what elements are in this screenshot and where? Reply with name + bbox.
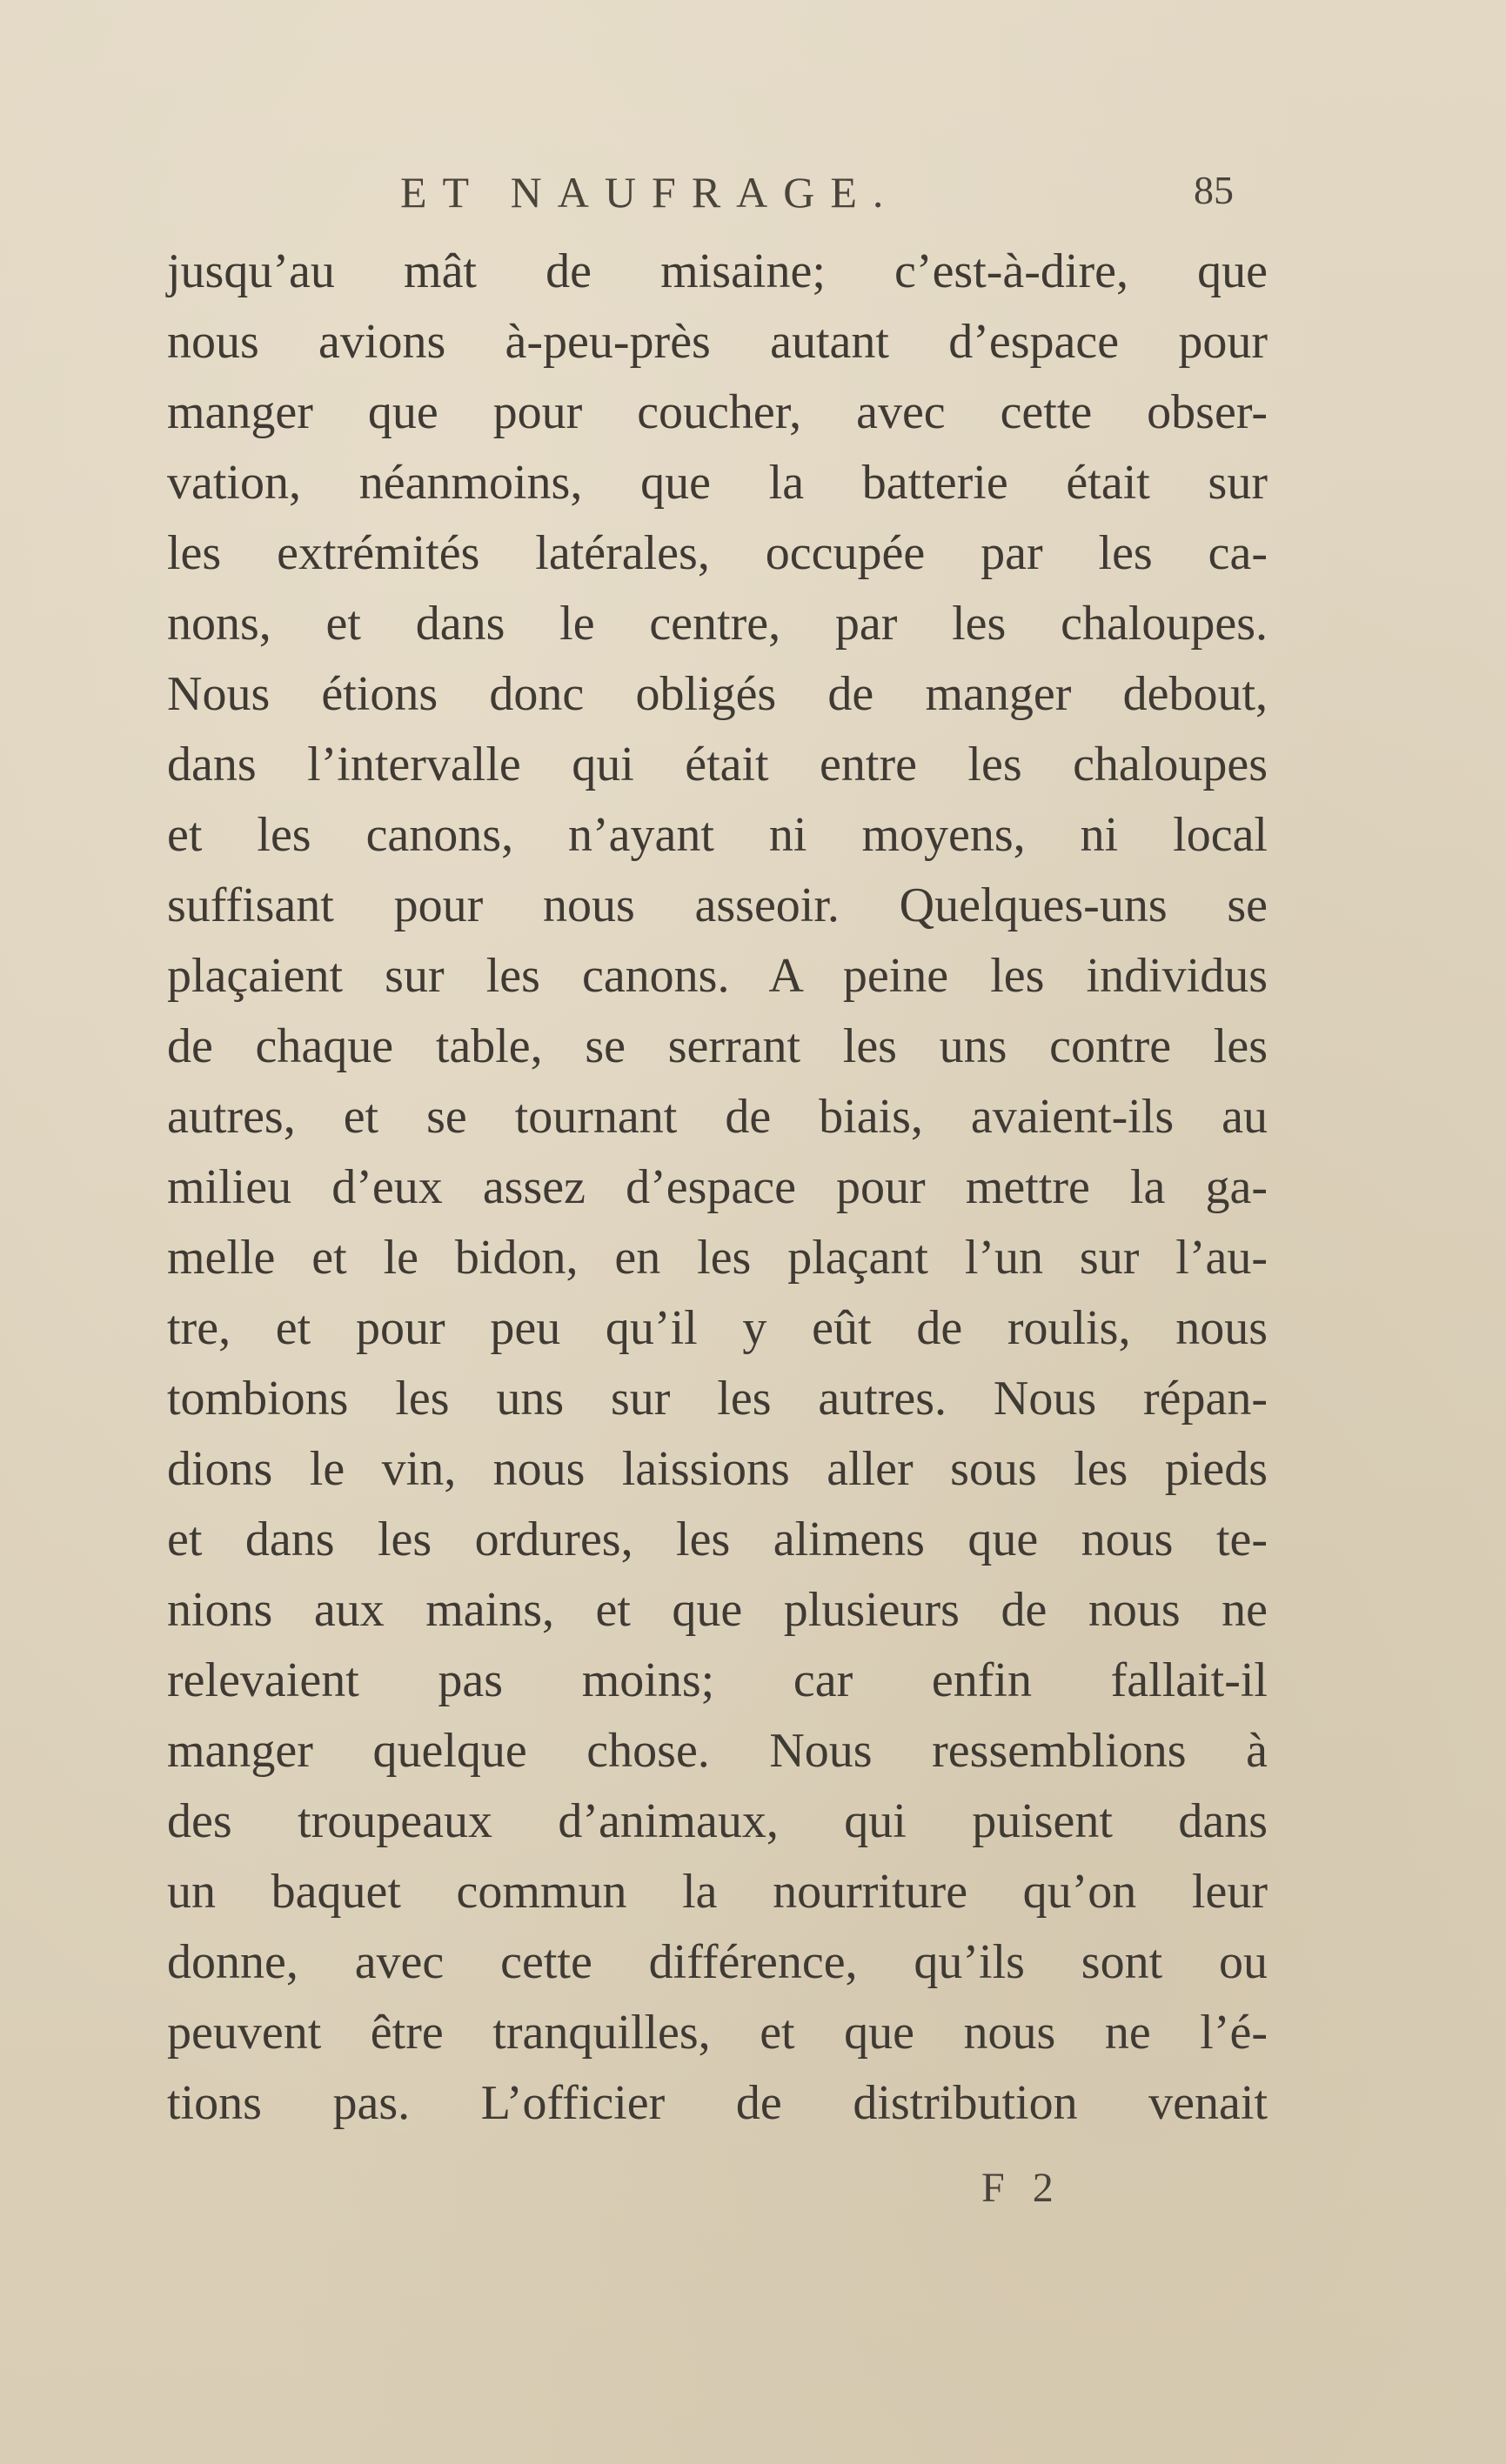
text-line: jusqu’au mât de misaine; c’est-à-dire, que: [167, 244, 1268, 298]
text-line: vation, néanmoins, que la batterie était sur: [167, 456, 1268, 510]
text-line: autres, et se tournant de biais, avaient-ils au: [167, 1090, 1268, 1144]
text-line: nons, et dans le centre, par les chaloupes.: [167, 597, 1268, 651]
text-line: suffisant pour nous asseoir. Quelques-uns se: [167, 878, 1268, 932]
text-line: nous avions à-peu-près autant d’espace pour: [167, 315, 1268, 369]
text-line: manger quelque chose. Nous ressemblions à: [167, 1724, 1268, 1778]
text-line: nions aux mains, et que plusieurs de nous ne: [167, 1583, 1268, 1637]
text-line: peuvent être tranquilles, et que nous ne l’é-: [167, 2006, 1268, 2060]
text-line: et dans les ordures, les alimens que nous te-: [167, 1512, 1268, 1566]
text-line: Nous étions donc obligés de manger debout,: [167, 667, 1268, 721]
signature-mark: F 2: [981, 2165, 1062, 2211]
text-line: un baquet commun la nourriture qu’on leur: [167, 1865, 1268, 1919]
text-line: donne, avec cette différence, qu’ils sont ou: [167, 1935, 1268, 1989]
text-line: les extrémités latérales, occupée par les ca-: [167, 526, 1268, 580]
text-line: tre, et pour peu qu’il y eût de roulis, nous: [167, 1301, 1268, 1355]
text-line: milieu d’eux assez d’espace pour mettre la ga-: [167, 1160, 1268, 1214]
text-line: tombions les uns sur les autres. Nous répan-: [167, 1372, 1268, 1426]
text-line: melle et le bidon, en les plaçant l’un sur l’au-: [167, 1231, 1268, 1285]
text-line: dions le vin, nous laissions aller sous les pieds: [167, 1442, 1268, 1496]
text-line: des troupeaux d’animaux, qui puisent dans: [167, 1794, 1268, 1848]
text-line: relevaient pas moins; car enfin fallait-il: [167, 1653, 1268, 1707]
text-line: dans l’intervalle qui était entre les chaloupes: [167, 738, 1268, 791]
page-number: 85: [1194, 168, 1234, 212]
text-line: manger que pour coucher, avec cette obser-: [167, 385, 1268, 439]
text-line: et les canons, n’ayant ni moyens, ni local: [167, 808, 1268, 862]
text-line: plaçaient sur les canons. A peine les individus: [167, 949, 1268, 1003]
running-title: ET NAUFRAGE.: [400, 168, 900, 217]
text-line: de chaque table, se serrant les uns contre les: [167, 1019, 1268, 1073]
text-line: tions pas. L’officier de distribution venait: [167, 2076, 1268, 2130]
body-text: [167, 237, 1268, 2139]
